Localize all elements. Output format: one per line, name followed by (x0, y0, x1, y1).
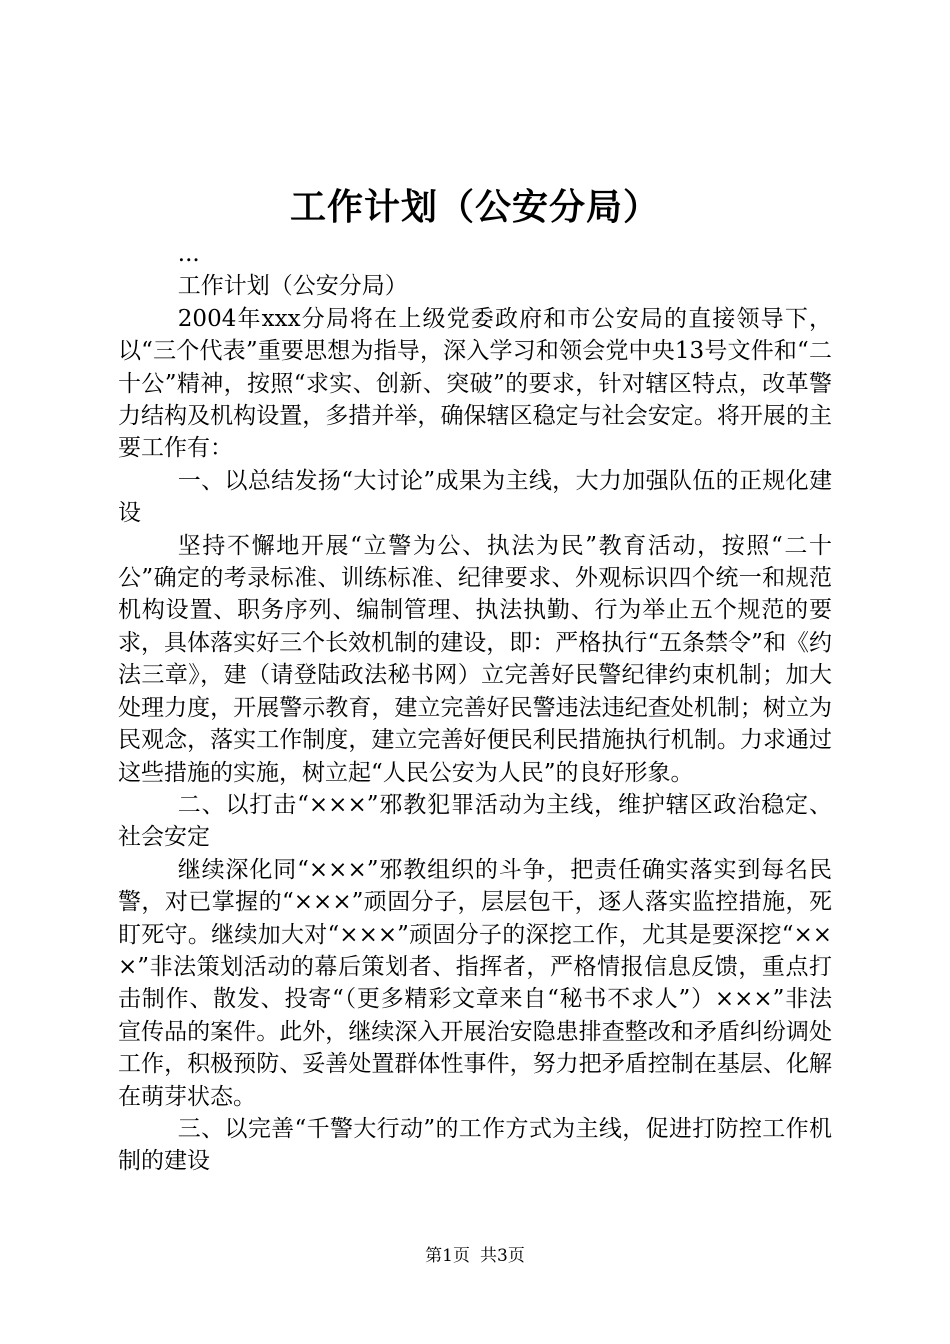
section-heading-2: 二、以打击“×××”邪教犯罪活动为主线，维护辖区政治稳定、社会安定 (118, 791, 832, 851)
page-total: 共3页 (480, 1246, 525, 1266)
section-heading-3: 三、以完善“千警大行动”的工作方式为主线，促进打防控工作机制的建设 (118, 1115, 832, 1175)
page-footer (0, 1244, 950, 1268)
document-body (118, 238, 832, 1178)
intro-paragraph: 2004年xxx分局将在上级党委政府和市公安局的直接领导下，以“三个代表”重要思想为指导，深入学习和领会党中央13号文件和“二十公”精神，按照“求实、创新、突破”的要求，针对辖区特点，改革警力结构及机构设置，多措并举，确保辖区稳定与社会安定。将开展的主要工作有： (118, 305, 832, 462)
document-title: 工作计划（公安分局） (289, 186, 660, 228)
section-body-1: 坚持不懈地开展“立警为公、执法为民”教育活动，按照“二十公”确定的考录标准、训练标准、纪律要求、外观标识四个统一和规范机构设置、职务序列、编制管理、执法执勤、行为举止五个规范的要求，具体落实好三个长效机制的建设，即：严格执行“五条禁令”和《约法三章》，建（请登陆政法秘书网）立完善好民警纪律约束机制；加大处理力度，开展警示教育，建立完善好民警违法违纪查处机制；树立为民观念，落实工作制度，建立完善好便民利民措施执行机制。力求通过这些措施的实施，树立起“人民公安为人民”的良好形象。 (118, 532, 832, 786)
page-number: 第1页 (425, 1246, 470, 1266)
ellipsis-paragraph: ... (177, 241, 200, 267)
subtitle-paragraph: 工作计划（公安分局） (177, 273, 408, 300)
section-body-2: 继续深化同“×××”邪教组织的斗争，把责任确实落实到每名民警，对已掌握的“×××”顽固分子，层层包干，逐人落实监控措施，死盯死守。继续加大对“×××”顽固分子的深挖工作，尤其是要深挖“×××”非法策划活动的幕后策划者、指挥者，严格情报信息反馈，重点打击制作、散发、投寄“（更多精彩文章来自“秘书不求人”）×××”非法宣传品的案件。此外，继续深入开展治安隐患排查整改和矛盾纠纷调处工作，积极预防、妥善处置群体性事件，努力把矛盾控制在基层、化解在萌芽状态。 (118, 856, 832, 1110)
section-heading-1: 一、以总结发扬“大讨论”成果为主线，大力加强队伍的正规化建设 (118, 467, 832, 527)
